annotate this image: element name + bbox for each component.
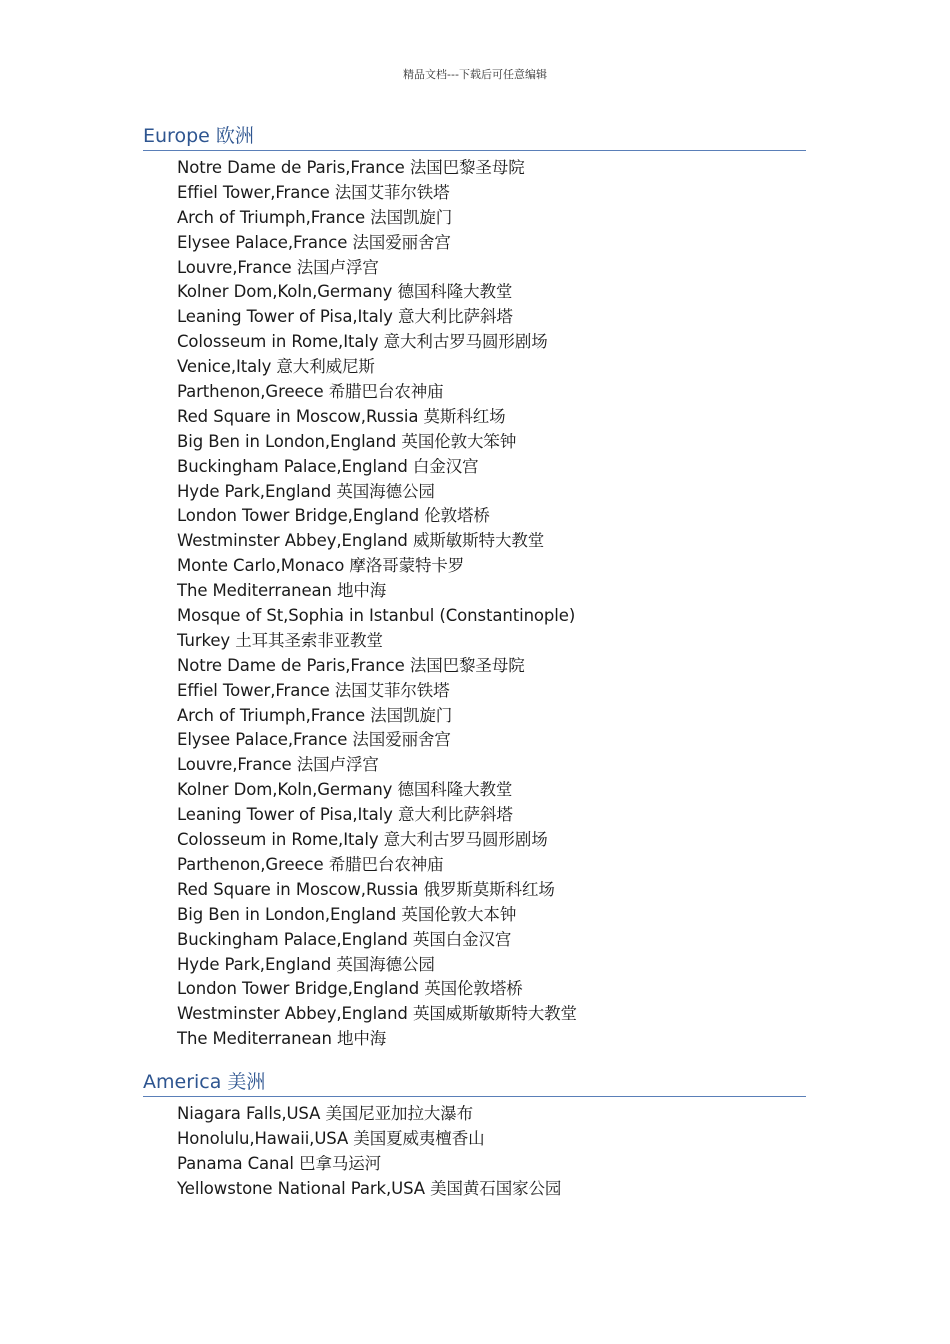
list-item: Honolulu,Hawaii,USA 美国夏威夷檀香山: [177, 1128, 485, 1148]
list-item: The Mediterranean 地中海: [177, 581, 387, 601]
list-item: Kolner Dom,Koln,Germany 德国科隆大教堂: [177, 282, 513, 302]
list-item: Effiel Tower,France 法国艾菲尔铁塔: [177, 680, 450, 700]
list-item: Notre Dame de Paris,France 法国巴黎圣母院: [177, 158, 525, 177]
list-item: Niagara Falls,USA 美国尼亚加拉大瀑布: [177, 1104, 474, 1123]
list-item: London Tower Bridge,England 伦敦塔桥: [177, 506, 490, 526]
list-item: Big Ben in London,England 英国伦敦大本钟: [177, 904, 517, 924]
list-item: Kolner Dom,Koln,Germany 德国科隆大教堂: [177, 780, 513, 800]
list-item: Arch of Triumph,France 法国凯旋门: [177, 207, 453, 227]
list-item: Turkey 土耳其圣索非亚教堂: [177, 630, 383, 650]
landmark-list: [143, 1102, 806, 1202]
list-item: Colosseum in Rome,Italy 意大利古罗马圆形剧场: [177, 830, 548, 850]
list-item: Red Square in Moscow,Russia 俄罗斯莫斯科红场: [177, 879, 555, 899]
list-item: Louvre,France 法国卢浮宫: [177, 257, 379, 277]
list-item: Arch of Triumph,France 法国凯旋门: [177, 705, 453, 725]
list-item: Monte Carlo,Monaco 摩洛哥蒙特卡罗: [177, 556, 465, 576]
list-item: Westminster Abbey,England 威斯敏斯特大教堂: [177, 531, 545, 551]
list-item: Elysee Palace,France 法国爱丽舍宫: [177, 232, 451, 252]
section-heading: Europe 欧洲: [143, 122, 806, 151]
page-header: 精品文档---下载后可任意编辑: [403, 68, 547, 81]
list-item: Elysee Palace,France 法国爱丽舍宫: [177, 730, 451, 750]
list-item: Leaning Tower of Pisa,Italy 意大利比萨斜塔: [177, 805, 513, 825]
list-item: Red Square in Moscow,Russia 莫斯科红场: [177, 406, 506, 426]
list-item: Parthenon,Greece 希腊巴台农神庙: [177, 854, 444, 874]
list-item: Notre Dame de Paris,France 法国巴黎圣母院: [177, 655, 525, 675]
list-item: Buckingham Palace,England 英国白金汉宫: [177, 929, 512, 949]
section-heading: America 美洲: [143, 1068, 806, 1097]
list-item: Big Ben in London,England 英国伦敦大笨钟: [177, 431, 517, 451]
list-item: Panama Canal 巴拿马运河: [177, 1153, 382, 1173]
list-item: The Mediterranean 地中海: [177, 1029, 387, 1049]
section-europe: [143, 122, 806, 1052]
list-item: Yellowstone National Park,USA 美国黄石国家公园: [177, 1178, 562, 1198]
list-item: Louvre,France 法国卢浮宫: [177, 755, 379, 775]
list-item: Hyde Park,England 英国海德公园: [177, 954, 435, 974]
list-item: Leaning Tower of Pisa,Italy 意大利比萨斜塔: [177, 307, 513, 327]
list-item: Mosque of St,Sophia in Istanbul (Constantinople): [177, 606, 576, 626]
list-item: London Tower Bridge,England 英国伦敦塔桥: [177, 979, 523, 999]
list-item: Effiel Tower,France 法国艾菲尔铁塔: [177, 182, 450, 202]
list-item: Colosseum in Rome,Italy 意大利古罗马圆形剧场: [177, 332, 548, 352]
list-item: Buckingham Palace,England 白金汉宫: [177, 456, 479, 476]
section-america: [143, 1068, 806, 1202]
list-item: Hyde Park,England 英国海德公园: [177, 481, 435, 501]
list-item: Parthenon,Greece 希腊巴台农神庙: [177, 382, 444, 402]
list-item: Venice,Italy 意大利威尼斯: [177, 357, 375, 377]
list-item: Westminster Abbey,England 英国威斯敏斯特大教堂: [177, 1004, 577, 1024]
landmark-list: [143, 156, 806, 1052]
